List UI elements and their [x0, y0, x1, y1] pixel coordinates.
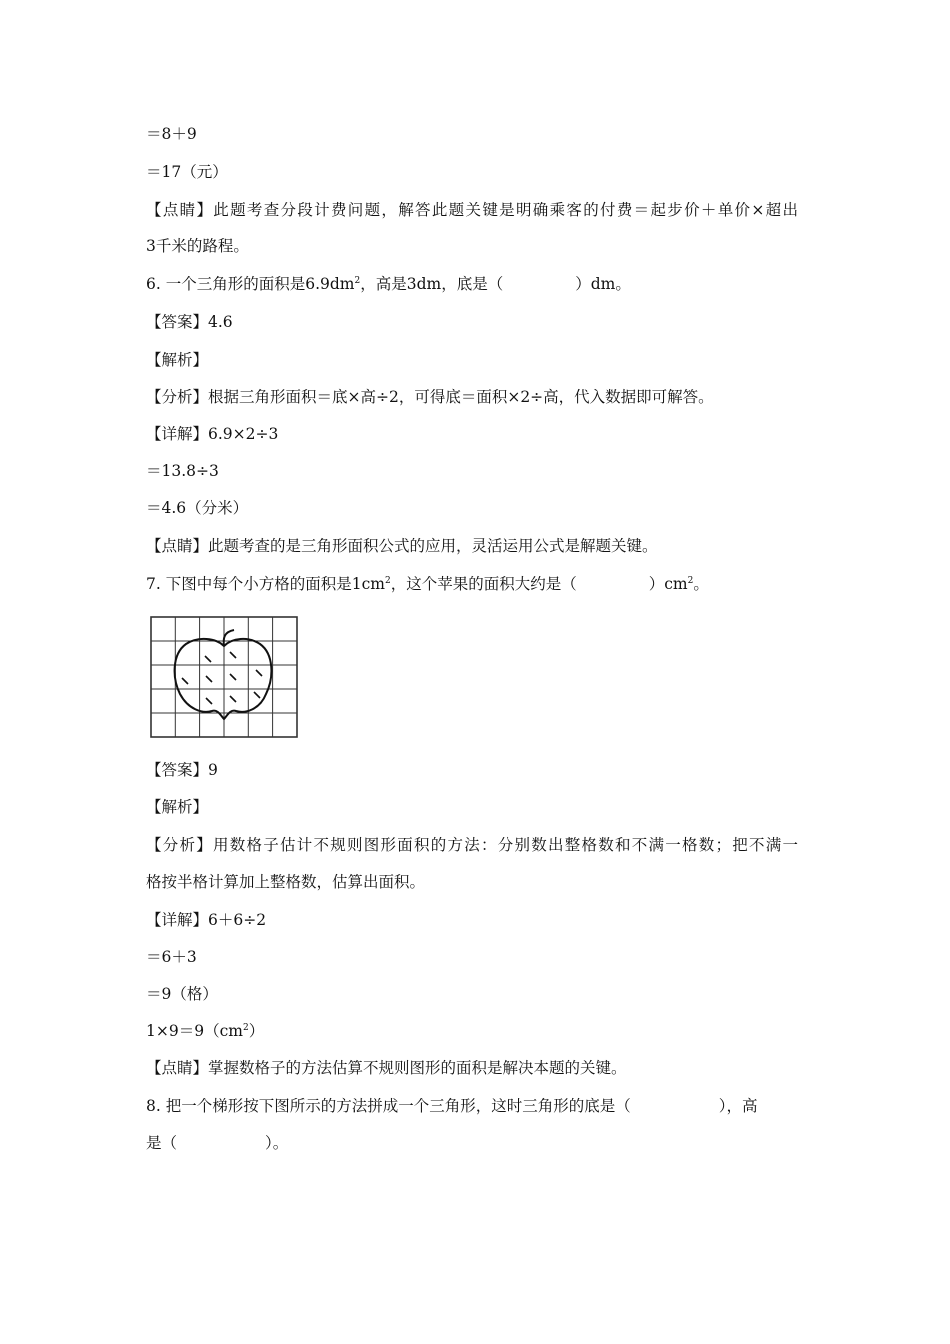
detail-line: 【详解】6＋6÷2 — [146, 911, 267, 929]
section-heading: 【解析】 — [146, 351, 209, 369]
question-8 — [146, 1096, 798, 1116]
comment-line: 3千米的路程。 — [146, 237, 249, 255]
answer-line: 【答案】9 — [146, 761, 218, 779]
comment-line: 【点睛】此题考查的是三角形面积公式的应用，灵活运用公式是解题关键。 — [146, 537, 658, 555]
question-text: 是（ — [146, 1134, 178, 1152]
question-7 — [146, 574, 709, 594]
analysis-line: 【分析】根据三角形面积＝底×高÷2，可得底＝面积×2÷高，代入数据即可解答。 — [146, 388, 714, 406]
calc-line — [146, 1021, 264, 1041]
question-text: ）。 — [265, 1134, 289, 1152]
superscript: 2 — [687, 576, 694, 586]
question-text: ），高 — [718, 1097, 758, 1115]
question-text: 8. 把一个梯形按下图所示的方法拼成一个三角形，这时三角形的底是（ — [146, 1097, 631, 1115]
calc-line: ＝6＋3 — [146, 948, 197, 966]
calc-line: ＝8＋9 — [146, 125, 197, 143]
superscript: 2 — [354, 276, 361, 286]
apple-outline — [175, 639, 272, 719]
calc-line: ＝17（元） — [146, 163, 228, 181]
calc-line: ＝9（格） — [146, 985, 218, 1003]
analysis-line: 格按半格计算加上整格数，估算出面积。 — [146, 873, 426, 891]
comment-line: 【点睛】此题考查分段计费问题，解答此题关键是明确乘客的付费＝起步价＋单价×超出 — [146, 201, 798, 219]
question-text: ）cm — [648, 575, 688, 593]
answer-line: 【答案】4.6 — [146, 313, 233, 331]
question-text: ）dm。 — [575, 275, 631, 293]
question-text: ，这个苹果的面积大约是（ — [390, 575, 577, 593]
superscript: 2 — [242, 1023, 249, 1033]
calc-line: ＝13.8÷3 — [146, 462, 219, 480]
question-text: 7. 下图中每个小方格的面积是1cm — [146, 575, 385, 593]
calc-line: ＝4.6（分米） — [146, 499, 249, 517]
section-heading: 【解析】 — [146, 798, 209, 816]
question-text: 6. 一个三角形的面积是6.9dm — [146, 275, 355, 293]
question-8-cont — [146, 1133, 288, 1153]
calc-text: 1×9＝9（cm — [146, 1022, 243, 1040]
superscript: 2 — [384, 576, 391, 586]
analysis-line: 【分析】用数格子估计不规则图形面积的方法：分别数出整格数和不满一格数；把不满一 — [146, 836, 798, 854]
comment-line: 【点睛】掌握数格子的方法估算不规则图形的面积是解决本题的关键。 — [146, 1059, 627, 1077]
question-6 — [146, 274, 631, 294]
calc-text: ） — [248, 1022, 265, 1040]
question-text: ，高是3dm，底是（ — [360, 275, 504, 293]
detail-line: 【详解】6.9×2÷3 — [146, 425, 279, 443]
apple-grid-figure — [150, 616, 298, 738]
question-text: 。 — [693, 575, 709, 593]
hatch-marks — [182, 652, 262, 704]
